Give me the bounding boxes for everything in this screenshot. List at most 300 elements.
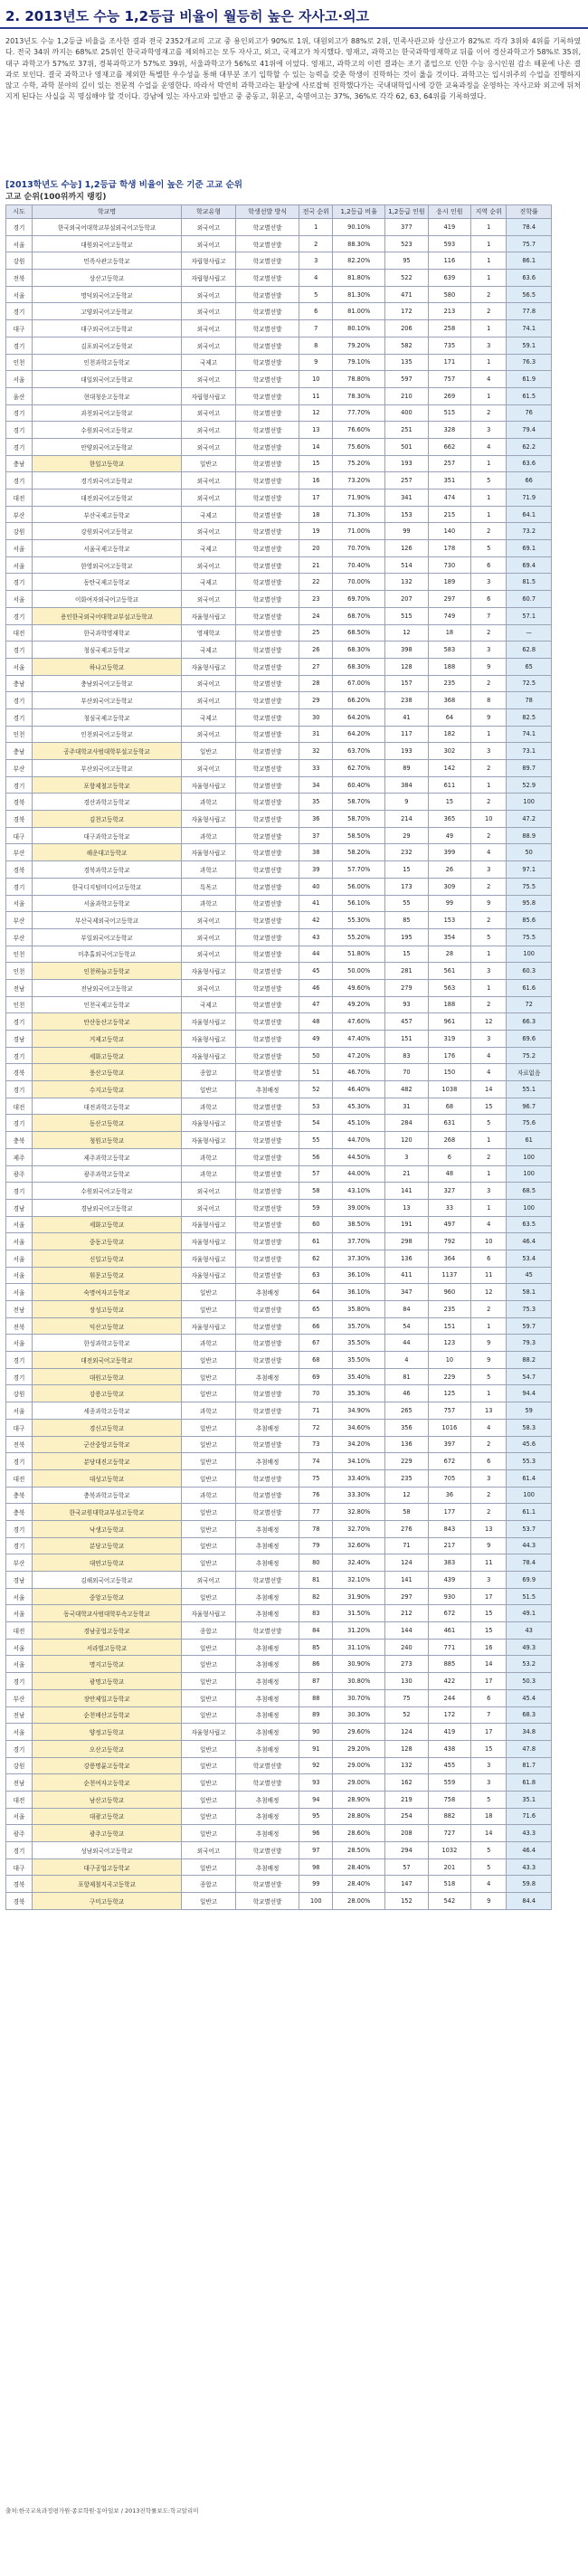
grade12-ratio-cell: 55.20%	[333, 928, 385, 946]
region-cell: 서울	[6, 1233, 33, 1250]
region-cell: 인천	[6, 726, 33, 743]
region-cell: 인천	[6, 996, 33, 1013]
school-type-cell: 외국어고	[182, 928, 236, 946]
school-name-cell: 이화여자외국어고등학교	[32, 591, 181, 608]
grade12-count-cell: 162	[385, 1774, 428, 1792]
regional-rank-cell: 5	[471, 1115, 507, 1132]
school-type-cell: 국제고	[182, 708, 236, 726]
regional-rank-cell: 2	[471, 1436, 507, 1453]
table-row	[6, 1098, 552, 1115]
regional-rank-cell: 3	[471, 1774, 507, 1792]
school-name-cell: 대광고등학교	[32, 1808, 181, 1825]
regional-rank-cell: 6	[471, 556, 507, 574]
grade12-count-cell: 12	[385, 1487, 428, 1504]
test-takers-cell: 178	[428, 540, 470, 557]
test-takers-cell: 257	[428, 455, 470, 472]
region-cell: 대구	[6, 1419, 33, 1436]
region-cell: 경기	[6, 607, 33, 624]
selection-method-cell: 추첨배정	[235, 1605, 299, 1622]
grade12-count-cell: 153	[385, 506, 428, 523]
test-takers-cell: 1032	[428, 1842, 470, 1859]
selection-method-cell: 학교별선발	[235, 354, 299, 371]
school-name-cell: 중앙고등학교	[32, 1588, 181, 1605]
table-row	[6, 1656, 552, 1673]
region-cell: 경기	[6, 1352, 33, 1369]
table-row	[6, 844, 552, 861]
table-subtitle: 고교 순위(100위까지 랭킹)	[5, 193, 107, 202]
test-takers-cell: 319	[428, 1031, 470, 1048]
table-row	[6, 1893, 552, 1910]
national-rank-cell: 92	[299, 1757, 333, 1774]
regional-rank-cell: 1	[471, 946, 507, 963]
region-cell: 강원	[6, 1385, 33, 1402]
school-name-cell: 세화고등학교	[32, 1216, 181, 1233]
selection-method-cell: 학교별선발	[235, 726, 299, 743]
column-header: 학교유형	[182, 205, 236, 219]
selection-method-cell: 학교별선발	[235, 1098, 299, 1115]
table-row	[6, 1132, 552, 1149]
regional-rank-cell: 2	[471, 303, 507, 320]
region-cell: 대전	[6, 490, 33, 507]
national-rank-cell: 53	[299, 1098, 333, 1115]
school-type-cell: 일반고	[182, 1537, 236, 1554]
selection-method-cell: 학교별선발	[235, 1757, 299, 1774]
national-rank-cell: 59	[299, 1199, 333, 1216]
region-cell: 서울	[6, 286, 33, 303]
grade12-ratio-cell: 58.20%	[333, 844, 385, 861]
advancement-rate-cell: 75.2	[507, 1047, 552, 1064]
grade12-count-cell: 13	[385, 1199, 428, 1216]
test-takers-cell: 422	[428, 1673, 470, 1690]
advancement-rate-cell: 50	[507, 844, 552, 861]
national-rank-cell: 48	[299, 1013, 333, 1031]
regional-rank-cell: 3	[471, 1469, 507, 1487]
regional-rank-cell: 2	[471, 1301, 507, 1318]
selection-method-cell: 추첨배정	[235, 1588, 299, 1605]
advancement-rate-cell: 95.8	[507, 895, 552, 912]
school-name-cell: 인천과학고등학교	[32, 354, 181, 371]
test-takers-cell: 258	[428, 320, 470, 337]
school-type-cell: 자율형사립고	[182, 1605, 236, 1622]
national-rank-cell: 98	[299, 1858, 333, 1876]
advancement-rate-cell: 69.6	[507, 1031, 552, 1048]
test-takers-cell: 792	[428, 1233, 470, 1250]
table-row	[6, 760, 552, 777]
test-takers-cell: 297	[428, 591, 470, 608]
region-cell: 서울	[6, 658, 33, 675]
grade12-count-cell: 193	[385, 743, 428, 760]
regional-rank-cell: 15	[471, 1622, 507, 1640]
grade12-count-cell: 124	[385, 1724, 428, 1741]
table-title: [2013학년도 수능] 1,2등급 학생 비율이 높은 기준 고교 순위	[5, 180, 242, 190]
table-row	[6, 946, 552, 963]
selection-method-cell: 학교별선발	[235, 794, 299, 811]
test-takers-cell: 215	[428, 506, 470, 523]
selection-method-cell: 학교별선발	[235, 1893, 299, 1910]
school-name-cell: 한국교원대학교부설고등학교	[32, 1504, 181, 1521]
school-type-cell: 자율형사립고	[182, 1132, 236, 1149]
national-rank-cell: 28	[299, 675, 333, 692]
advancement-rate-cell: 82.5	[507, 708, 552, 726]
national-rank-cell: 29	[299, 692, 333, 709]
test-takers-cell: 269	[428, 387, 470, 404]
school-name-cell: 전남외국어고등학교	[32, 979, 181, 996]
region-cell: 서울	[6, 371, 33, 388]
school-name-cell: 동국대학교사범대학부속고등학교	[32, 1605, 181, 1622]
school-type-cell: 일반고	[182, 1419, 236, 1436]
national-rank-cell: 68	[299, 1352, 333, 1369]
advancement-rate-cell: 86.1	[507, 252, 552, 270]
test-takers-cell: 365	[428, 811, 470, 828]
grade12-ratio-cell: 29.00%	[333, 1757, 385, 1774]
grade12-count-cell: 124	[385, 1554, 428, 1572]
region-cell: 경기	[6, 303, 33, 320]
table-row	[6, 1284, 552, 1301]
test-takers-cell: 461	[428, 1622, 470, 1640]
grade12-count-cell: 132	[385, 1757, 428, 1774]
grade12-count-cell: 279	[385, 979, 428, 996]
advancement-rate-cell: 100	[507, 794, 552, 811]
school-type-cell: 외국어고	[182, 303, 236, 320]
column-header: 지역 순위	[471, 205, 507, 219]
school-name-cell: 현대청운고등학교	[32, 387, 181, 404]
test-takers-cell: 244	[428, 1689, 470, 1706]
grade12-ratio-cell: 68.30%	[333, 642, 385, 659]
grade12-count-cell: 89	[385, 760, 428, 777]
selection-method-cell: 학교별선발	[235, 895, 299, 912]
selection-method-cell: 학교별선발	[235, 827, 299, 844]
grade12-ratio-cell: 58.70%	[333, 794, 385, 811]
national-rank-cell: 10	[299, 371, 333, 388]
region-cell: 충남	[6, 455, 33, 472]
national-rank-cell: 35	[299, 794, 333, 811]
school-type-cell: 특목고	[182, 878, 236, 895]
selection-method-cell: 추첨배정	[235, 1706, 299, 1724]
region-cell: 경기	[6, 404, 33, 422]
test-takers-cell: 758	[428, 1791, 470, 1808]
test-takers-cell: 309	[428, 878, 470, 895]
advancement-rate-cell: 88.2	[507, 1352, 552, 1369]
regional-rank-cell: 1	[471, 979, 507, 996]
national-rank-cell: 2	[299, 235, 333, 252]
test-takers-cell: 438	[428, 1740, 470, 1757]
advancement-rate-cell: 58.3	[507, 1419, 552, 1436]
regional-rank-cell: 1	[471, 1165, 507, 1183]
advancement-rate-cell: 75.5	[507, 928, 552, 946]
grade12-count-cell: 126	[385, 540, 428, 557]
school-name-cell: 중동고등학교	[32, 1233, 181, 1250]
regional-rank-cell: 15	[471, 1605, 507, 1622]
test-takers-cell: 177	[428, 1504, 470, 1521]
school-name-cell: 경남외국어고등학교	[32, 1199, 181, 1216]
table-row	[6, 556, 552, 574]
advancement-rate-cell: 81.5	[507, 574, 552, 591]
selection-method-cell: 학교별선발	[235, 286, 299, 303]
grade12-count-cell: 130	[385, 1673, 428, 1690]
selection-method-cell: 학교별선발	[235, 658, 299, 675]
regional-rank-cell: 17	[471, 1588, 507, 1605]
regional-rank-cell: 9	[471, 658, 507, 675]
test-takers-cell: 563	[428, 979, 470, 996]
school-type-cell: 일반고	[182, 1081, 236, 1098]
school-name-cell: 풍산고등학교	[32, 1064, 181, 1081]
national-rank-cell: 45	[299, 963, 333, 980]
advancement-rate-cell: 69.4	[507, 556, 552, 574]
school-name-cell: 남산고등학교	[32, 1791, 181, 1808]
school-type-cell: 일반고	[182, 1385, 236, 1402]
national-rank-cell: 62	[299, 1250, 333, 1267]
region-cell: 경남	[6, 1031, 33, 1048]
region-cell: 서울	[6, 1639, 33, 1656]
grade12-count-cell: 193	[385, 455, 428, 472]
grade12-count-cell: 597	[385, 371, 428, 388]
grade12-count-cell: 31	[385, 1098, 428, 1115]
advancement-rate-cell: 66	[507, 472, 552, 490]
selection-method-cell: 학교별선발	[235, 1148, 299, 1165]
test-takers-cell: 123	[428, 1335, 470, 1352]
table-row	[6, 1520, 552, 1537]
test-takers-cell: 18	[428, 624, 470, 642]
selection-method-cell: 추첨배정	[235, 1656, 299, 1673]
selection-method-cell: 학교별선발	[235, 1487, 299, 1504]
selection-method-cell: 추첨배정	[235, 1453, 299, 1470]
selection-method-cell: 학교별선발	[235, 1199, 299, 1216]
regional-rank-cell: 2	[471, 1504, 507, 1521]
school-type-cell: 과학고	[182, 827, 236, 844]
region-cell: 부산	[6, 506, 33, 523]
grade12-count-cell: 152	[385, 1893, 428, 1910]
regional-rank-cell: 1	[471, 506, 507, 523]
test-takers-cell: 302	[428, 743, 470, 760]
region-cell: 대전	[6, 1791, 33, 1808]
school-name-cell: 명덕외국어고등학교	[32, 286, 181, 303]
advancement-rate-cell: 47.8	[507, 1740, 552, 1757]
column-header: 학생선발 방식	[235, 205, 299, 219]
school-type-cell: 일반고	[182, 743, 236, 760]
grade12-ratio-cell: 29.20%	[333, 1740, 385, 1757]
test-takers-cell: 561	[428, 963, 470, 980]
table-row	[6, 1064, 552, 1081]
table-row	[6, 591, 552, 608]
selection-method-cell: 추첨배정	[235, 1639, 299, 1656]
advancement-rate-cell: 73.2	[507, 523, 552, 540]
school-name-cell: 서라벌고등학교	[32, 1639, 181, 1656]
region-cell: 충북	[6, 1487, 33, 1504]
table-row	[6, 1301, 552, 1318]
grade12-count-cell: 411	[385, 1267, 428, 1284]
national-rank-cell: 25	[299, 624, 333, 642]
school-name-cell: 분당고등학교	[32, 1537, 181, 1554]
table-row	[6, 404, 552, 422]
region-cell: 경기	[6, 708, 33, 726]
region-cell: 서울	[6, 1284, 33, 1301]
selection-method-cell: 추첨배정	[235, 1368, 299, 1385]
school-type-cell: 과학고	[182, 861, 236, 879]
selection-method-cell: 추첨배정	[235, 1520, 299, 1537]
region-cell: 서울	[6, 1605, 33, 1622]
school-name-cell: 경북과학고등학교	[32, 861, 181, 879]
region-cell: 대전	[6, 1469, 33, 1487]
test-takers-cell: 419	[428, 1724, 470, 1741]
advancement-rate-cell: 50.3	[507, 1673, 552, 1690]
region-cell: 경북	[6, 1893, 33, 1910]
test-takers-cell: 672	[428, 1605, 470, 1622]
region-cell: 대전	[6, 624, 33, 642]
school-type-cell: 외국어고	[182, 422, 236, 439]
advancement-rate-cell: 85.6	[507, 912, 552, 929]
school-name-cell: 휘문고등학교	[32, 1267, 181, 1284]
selection-method-cell: 추첨배정	[235, 1537, 299, 1554]
school-type-cell: 외국어고	[182, 337, 236, 354]
region-cell: 부산	[6, 928, 33, 946]
selection-method-cell: 학교별선발	[235, 303, 299, 320]
regional-rank-cell: 2	[471, 624, 507, 642]
national-rank-cell: 43	[299, 928, 333, 946]
test-takers-cell: 882	[428, 1808, 470, 1825]
column-header: 진학률	[507, 205, 552, 219]
grade12-count-cell: 195	[385, 928, 428, 946]
advancement-rate-cell: 77.8	[507, 303, 552, 320]
school-type-cell: 외국어고	[182, 979, 236, 996]
table-row	[6, 1622, 552, 1640]
school-type-cell: 외국어고	[182, 1183, 236, 1200]
grade12-ratio-cell: 29.60%	[333, 1724, 385, 1741]
grade12-count-cell: 214	[385, 811, 428, 828]
school-type-cell: 자율형사립고	[182, 776, 236, 794]
grade12-ratio-cell: 34.90%	[333, 1402, 385, 1420]
grade12-count-cell: 81	[385, 1368, 428, 1385]
grade12-ratio-cell: 47.20%	[333, 1047, 385, 1064]
grade12-count-cell: 210	[385, 387, 428, 404]
table-row	[6, 320, 552, 337]
table-row	[6, 1791, 552, 1808]
region-cell: 대구	[6, 1858, 33, 1876]
regional-rank-cell: 1	[471, 490, 507, 507]
selection-method-cell: 학교별선발	[235, 523, 299, 540]
grade12-count-cell: 219	[385, 1791, 428, 1808]
region-cell: 울산	[6, 387, 33, 404]
regional-rank-cell: 2	[471, 827, 507, 844]
grade12-count-cell: 238	[385, 692, 428, 709]
region-cell: 부산	[6, 1689, 33, 1706]
selection-method-cell: 학교별선발	[235, 455, 299, 472]
national-rank-cell: 57	[299, 1165, 333, 1183]
regional-rank-cell: 1	[471, 1199, 507, 1216]
test-takers-cell: 188	[428, 996, 470, 1013]
table-row	[6, 642, 552, 659]
table-row	[6, 540, 552, 557]
table-row	[6, 1537, 552, 1554]
school-name-cell: 한영외국어고등학교	[32, 556, 181, 574]
regional-rank-cell: 4	[471, 1064, 507, 1081]
national-rank-cell: 70	[299, 1385, 333, 1402]
table-row	[6, 490, 552, 507]
school-type-cell: 외국어고	[182, 286, 236, 303]
selection-method-cell: 학교별선발	[235, 1842, 299, 1859]
grade12-ratio-cell: 68.30%	[333, 658, 385, 675]
school-name-cell: 대원고등학교	[32, 1368, 181, 1385]
advancement-rate-cell: 45	[507, 1267, 552, 1284]
region-cell: 서울	[6, 1250, 33, 1267]
selection-method-cell: 학교별선발	[235, 642, 299, 659]
selection-method-cell: 학교별선발	[235, 1469, 299, 1487]
table-row	[6, 1148, 552, 1165]
regional-rank-cell: 1	[471, 726, 507, 743]
grade12-ratio-cell: 31.10%	[333, 1639, 385, 1656]
grade12-count-cell: 141	[385, 1183, 428, 1200]
table-row	[6, 422, 552, 439]
region-cell: 충북	[6, 1504, 33, 1521]
school-name-cell: 서울과학고등학교	[32, 895, 181, 912]
regional-rank-cell: 10	[471, 811, 507, 828]
school-name-cell: 순천여자고등학교	[32, 1774, 181, 1792]
selection-method-cell: 학교별선발	[235, 708, 299, 726]
advancement-rate-cell: 55.3	[507, 1453, 552, 1470]
table-row	[6, 1335, 552, 1352]
regional-rank-cell: 17	[471, 1673, 507, 1690]
regional-rank-cell: 1	[471, 776, 507, 794]
selection-method-cell: 학교별선발	[235, 1047, 299, 1064]
school-name-cell: 수지고등학교	[32, 1081, 181, 1098]
regional-rank-cell: 1	[471, 219, 507, 236]
region-cell: 경기	[6, 1673, 33, 1690]
region-cell: 부산	[6, 844, 33, 861]
grade12-count-cell: 341	[385, 490, 428, 507]
test-takers-cell: 68	[428, 1098, 470, 1115]
regional-rank-cell: 13	[471, 1520, 507, 1537]
national-rank-cell: 99	[299, 1876, 333, 1893]
region-cell: 강원	[6, 252, 33, 270]
selection-method-cell: 학교별선발	[235, 591, 299, 608]
national-rank-cell: 17	[299, 490, 333, 507]
grade12-count-cell: 151	[385, 1031, 428, 1048]
regional-rank-cell: 3	[471, 861, 507, 879]
national-rank-cell: 20	[299, 540, 333, 557]
table-row	[6, 523, 552, 540]
grade12-count-cell: 240	[385, 1639, 428, 1656]
national-rank-cell: 46	[299, 979, 333, 996]
grade12-count-cell: 120	[385, 1132, 428, 1149]
regional-rank-cell: 1	[471, 1317, 507, 1335]
school-name-cell: 청원고등학교	[32, 1132, 181, 1149]
region-cell: 서울	[6, 540, 33, 557]
regional-rank-cell: 7	[471, 607, 507, 624]
grade12-ratio-cell: 75.20%	[333, 455, 385, 472]
test-takers-cell: 518	[428, 1876, 470, 1893]
test-takers-cell: 26	[428, 861, 470, 879]
region-cell: 경기	[6, 1047, 33, 1064]
region-cell: 경기	[6, 337, 33, 354]
school-type-cell: 외국어고	[182, 219, 236, 236]
grade12-count-cell: 172	[385, 303, 428, 320]
test-takers-cell: 542	[428, 1893, 470, 1910]
advancement-rate-cell: 65	[507, 658, 552, 675]
table-row	[6, 708, 552, 726]
school-name-cell: 부일외국어고등학교	[32, 928, 181, 946]
grade12-count-cell: 294	[385, 1842, 428, 1859]
table-row	[6, 1385, 552, 1402]
test-takers-cell: 364	[428, 1250, 470, 1267]
regional-rank-cell: 2	[471, 794, 507, 811]
table-row	[6, 286, 552, 303]
section-heading: 2. 2013년도 수능 1,2등급 비율이 월등히 높은 자사고·외고	[5, 8, 370, 24]
advancement-rate-cell: 63.5	[507, 1216, 552, 1233]
school-name-cell: 신일고등학교	[32, 1250, 181, 1267]
regional-rank-cell: 6	[471, 1453, 507, 1470]
table-row	[6, 726, 552, 743]
national-rank-cell: 96	[299, 1825, 333, 1842]
grade12-ratio-cell: 44.00%	[333, 1165, 385, 1183]
